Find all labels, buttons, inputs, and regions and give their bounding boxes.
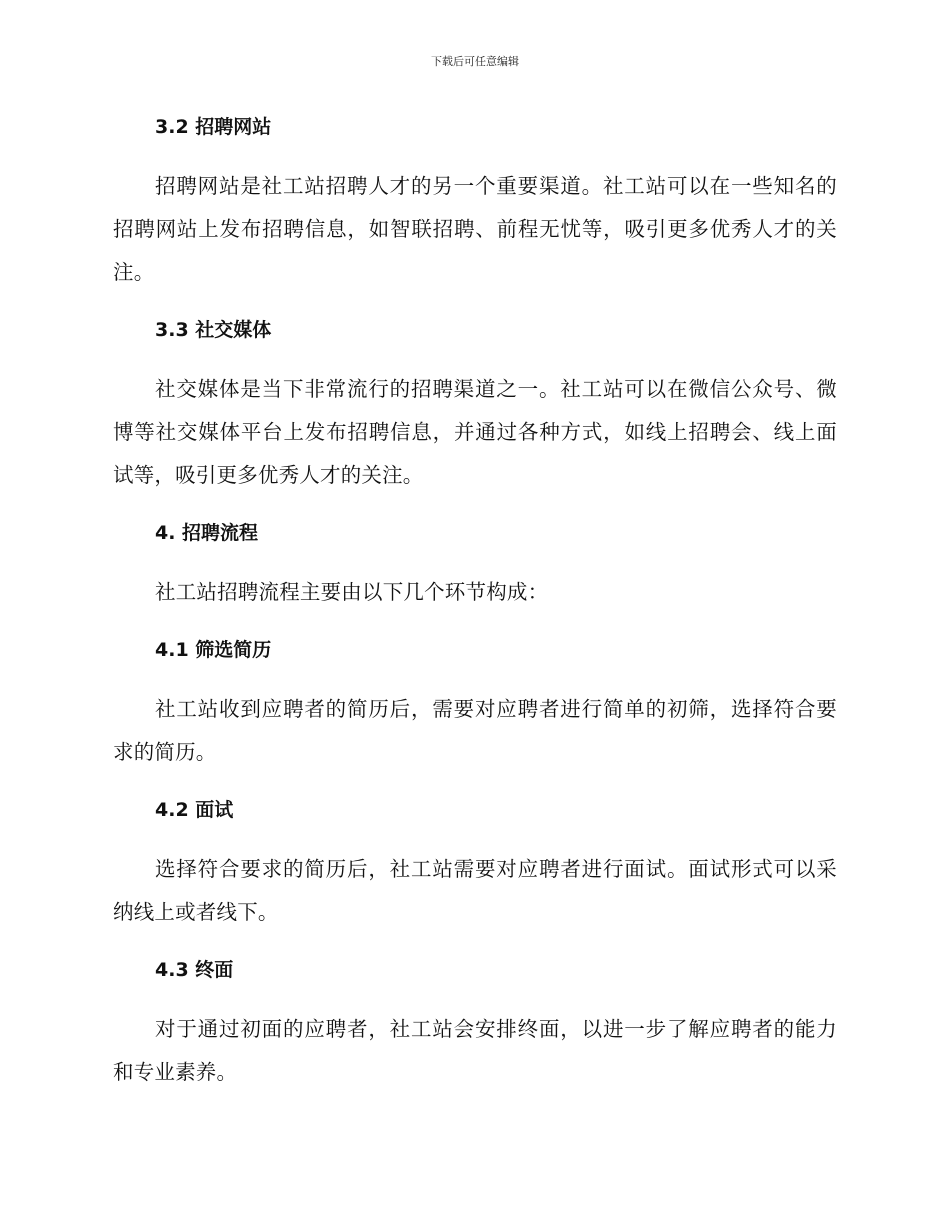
section-paragraph: 社工站招聘流程主要由以下几个环节构成： — [155, 580, 549, 604]
section-paragraph: 社工站收到应聘者的简历后，需要对应聘者进行简单的初筛，选择符合要求的简历。 — [113, 697, 837, 764]
section-paragraph: 招聘网站是社工站招聘人才的另一个重要渠道。社工站可以在一些知名的招聘网站上发布招聘信息，如智联招聘、前程无忧等，吸引更多优秀人才的关注。 — [113, 174, 837, 284]
document-body — [113, 110, 837, 1094]
page-header: 下载后可任意编辑 — [431, 55, 519, 68]
section-heading: 4. 招聘流程 — [155, 522, 259, 544]
section-heading: 4.2 面试 — [155, 799, 234, 821]
section-heading: 4.1 筛选简历 — [155, 639, 272, 661]
section-paragraph: 对于通过初面的应聘者，社工站会安排终面，以进一步了解应聘者的能力和专业素养。 — [113, 1017, 837, 1084]
section-heading: 3.2 招聘网站 — [155, 116, 272, 138]
section-paragraph: 社交媒体是当下非常流行的招聘渠道之一。社工站可以在微信公众号、微博等社交媒体平台上发布招聘信息，并通过各种方式，如线上招聘会、线上面试等，吸引更多优秀人才的关注。 — [113, 377, 837, 487]
section-heading: 4.3 终面 — [155, 959, 234, 981]
section-heading: 3.3 社交媒体 — [155, 319, 272, 341]
section-paragraph: 选择符合要求的简历后，社工站需要对应聘者进行面试。面试形式可以采纳线上或者线下。 — [113, 857, 837, 924]
